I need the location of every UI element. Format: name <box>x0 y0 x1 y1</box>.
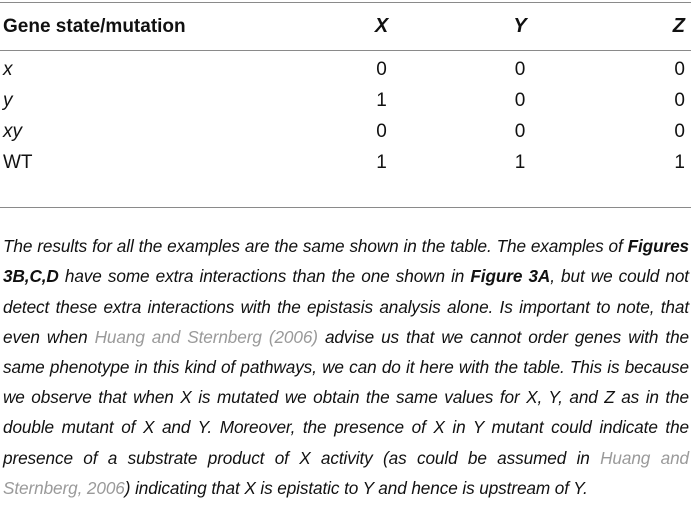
table-row <box>0 85 691 116</box>
table-footnote <box>3 231 689 503</box>
cell-x: 1 <box>376 151 387 173</box>
footnote-text: ) indicating that X is epistatic to Y and hence is upstream of Y. <box>124 477 588 498</box>
footnote-text: The results for all the examples are the same shown in the table. The examples of <box>3 236 628 257</box>
cell-z: 0 <box>674 58 685 80</box>
row-state-label: x <box>3 58 13 80</box>
footnote-text: have some extra interactions than the one shown in <box>58 266 471 287</box>
footnote-text: advise us that we cannot order genes with the same phenotype in this kind of pathways, we can do it here with the table. This is because we observe that when X is mutated we obtain the same values for X, Y, and Z as in the double mutant of X and Y. Moreover, the presence of X in Y mutant could indicate the presence of a substrate product of X activity (as could be assumed in <box>3 326 689 468</box>
table-header-row <box>0 3 691 50</box>
cell-y: 1 <box>514 151 526 173</box>
cell-y: 0 <box>514 120 526 142</box>
cell-z: 0 <box>674 120 685 142</box>
table-row <box>0 50 691 85</box>
table-bottom-rule <box>0 207 691 208</box>
cell-y: 0 <box>514 58 526 80</box>
cell-y: 0 <box>514 89 526 111</box>
header-y: Y <box>513 15 527 37</box>
citation-link-huang-sternberg[interactable]: Huang and Sternberg (2006) <box>94 326 318 347</box>
row-state-label: xy <box>3 120 22 142</box>
cell-x: 0 <box>376 120 387 142</box>
table-row <box>0 147 691 178</box>
header-x: X <box>374 15 389 37</box>
figure-link-3a[interactable]: Figure 3A <box>470 266 551 287</box>
footnote-text: , but we could not detect these extra interactions with the epistasis analysis alone. Is important to note, that even when <box>3 266 689 347</box>
figure-link-3bcd[interactable]: Figures 3B,C,D <box>3 236 689 287</box>
row-state-label: y <box>3 89 13 111</box>
cell-z: 1 <box>674 151 685 173</box>
table-row <box>0 116 691 147</box>
header-z: Z <box>672 15 685 37</box>
gene-state-table <box>0 3 691 178</box>
cell-x: 1 <box>376 89 387 111</box>
cell-z: 0 <box>674 89 685 111</box>
citation-link-huang-sternberg[interactable]: Huang and Sternberg, 2006 <box>3 447 689 498</box>
header-gene-state: Gene state/mutation <box>3 15 186 37</box>
cell-x: 0 <box>376 58 387 80</box>
row-state-label: WT <box>3 151 33 173</box>
